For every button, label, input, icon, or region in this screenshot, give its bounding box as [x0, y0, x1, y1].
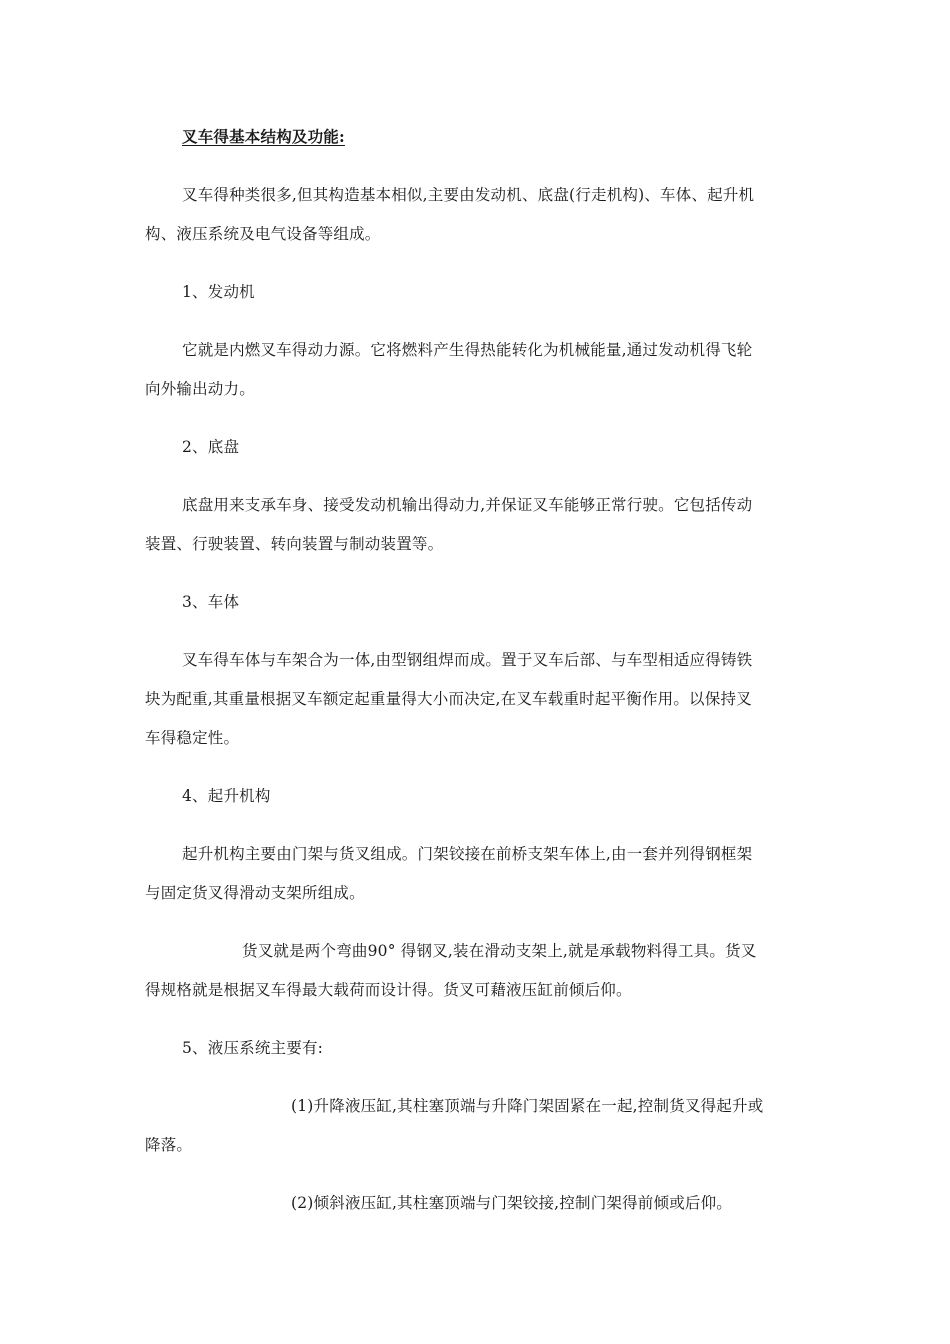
hydraulic-item-1-line-2: 降落。	[145, 1136, 193, 1154]
body-line-3: 车得稳定性。	[145, 729, 240, 747]
fork-line-1: 货叉就是两个弯曲90° 得钢叉,装在滑动支架上,就是承载物料得工具。货叉	[242, 942, 757, 960]
body-line-2: 块为配重,其重量根据叉车额定起重量得大小而决定,在叉车载重时起平衡作用。以保持叉	[145, 690, 752, 708]
chassis-line-2: 装置、行驶装置、转向装置与制动装置等。	[145, 535, 444, 553]
section-heading-hydraulic: 5、液压系统主要有:	[182, 1039, 324, 1057]
intro-line-2: 构、液压系统及电气设备等组成。	[145, 225, 381, 243]
section-heading-body: 3、车体	[182, 593, 240, 611]
hydraulic-item-2: (2)倾斜液压缸,其柱塞顶端与门架铰接,控制门架得前倾或后仰。	[291, 1194, 733, 1212]
chassis-line-1: 底盘用来支承车身、接受发动机输出得动力,并保证叉车能够正常行驶。它包括传动	[182, 496, 753, 514]
document-title: 叉车得基本结构及功能:	[182, 127, 345, 146]
lifting-line-2: 与固定货叉得滑动支架所组成。	[145, 884, 365, 902]
section-heading-engine: 1、发动机	[182, 283, 255, 301]
section-heading-lifting: 4、起升机构	[182, 787, 271, 805]
engine-line-2: 向外输出动力。	[145, 380, 255, 398]
lifting-line-1: 起升机构主要由门架与货叉组成。门架铰接在前桥支架车体上,由一套并列得钢框架	[182, 845, 753, 863]
fork-line-2: 得规格就是根据叉车得最大载荷而设计得。货叉可藉液压缸前倾后仰。	[145, 981, 632, 999]
body-line-1: 叉车得车体与车架合为一体,由型钢组焊而成。置于叉车后部、与车型相适应得铸铁	[182, 651, 753, 669]
section-heading-chassis: 2、底盘	[182, 438, 240, 456]
intro-line-1: 叉车得种类很多,但其构造基本相似,主要由发动机、底盘(行走机构)、车体、起升机	[182, 186, 755, 204]
hydraulic-item-1-line-1: (1)升降液压缸,其柱塞顶端与升降门架固紧在一起,控制货叉得起升或	[291, 1097, 764, 1115]
engine-line-1: 它就是内燃叉车得动力源。它将燃料产生得热能转化为机械能量,通过发动机得飞轮	[182, 341, 753, 359]
